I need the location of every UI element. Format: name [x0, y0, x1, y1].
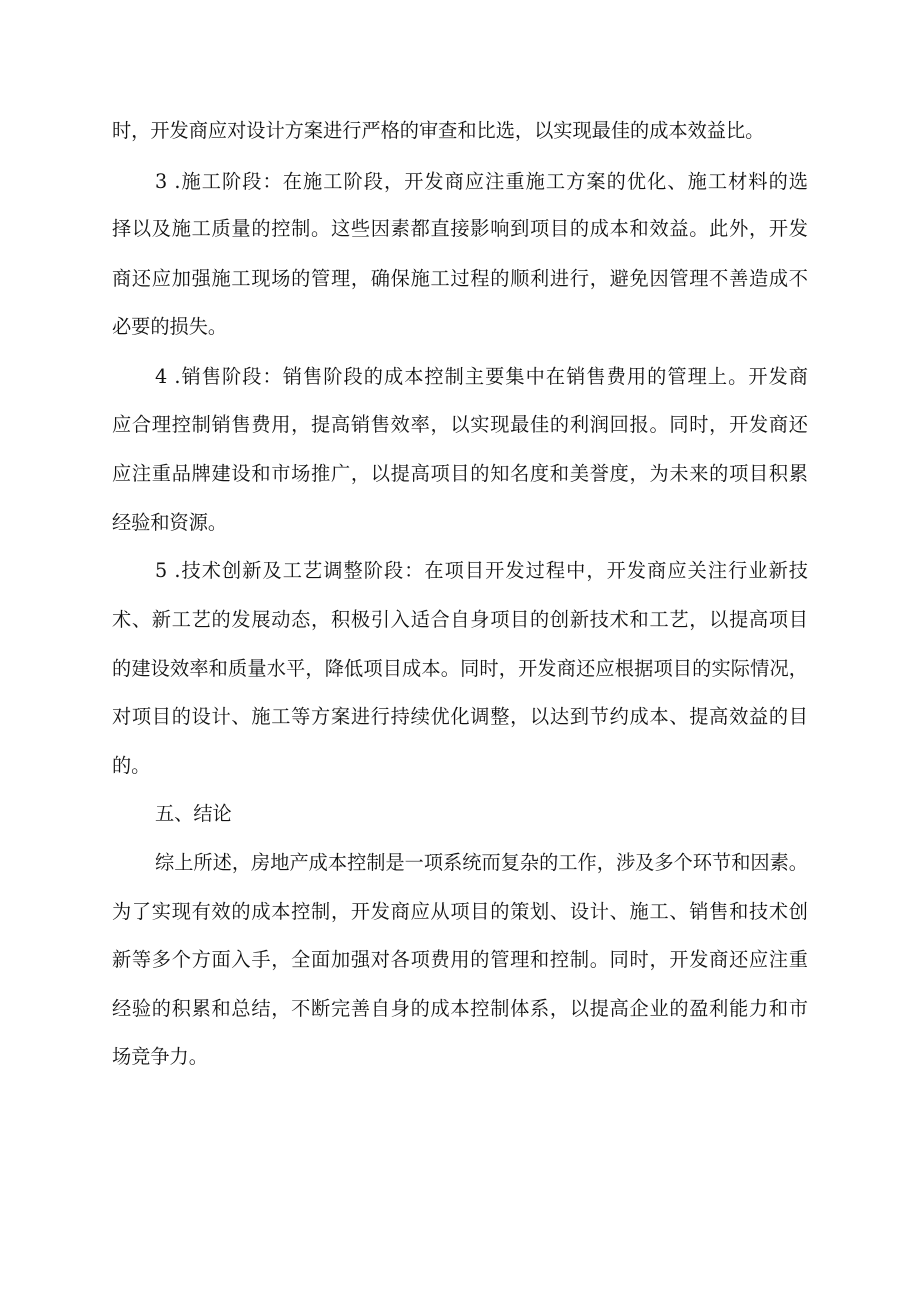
paragraph-line: 应合理控制销售费用，提高销售效率，以实现最佳的利润回报。同时，开发商还 [112, 413, 808, 436]
paragraph-line: 应注重品牌建设和市场推广，以提高项目的知名度和美誉度，为未来的项目积累 [112, 462, 808, 485]
paragraph-line: 经验和资源。 [112, 511, 228, 534]
paragraph-line: 新等多个方面入手，全面加强对各项费用的管理和控制。同时，开发商还应注重 [112, 948, 808, 971]
paragraph-line: 4 .销售阶段：销售阶段的成本控制主要集中在销售费用的管理上。开发商 [155, 365, 808, 388]
paragraph-line: 必要的损失。 [112, 315, 228, 338]
paragraph-line: 时，开发商应对设计方案进行严格的审查和比选，以实现最佳的成本效益比。 [112, 119, 765, 142]
paragraph-line: 对项目的设计、施工等方案进行持续优化调整，以达到节约成本、提高效益的目 [112, 705, 808, 728]
paragraph-line: 为了实现有效的成本控制，开发商应从项目的策划、设计、施工、销售和技术创 [112, 900, 808, 923]
paragraph-line: 综上所述，房地产成本控制是一项系统而复杂的工作，涉及多个环节和因素。 [155, 851, 808, 874]
paragraph-line: 5 .技术创新及工艺调整阶段：在项目开发过程中，开发商应关注行业新技 [155, 559, 808, 582]
paragraph-line: 的。 [112, 754, 151, 777]
section-heading: 五、结论 [155, 802, 232, 825]
paragraph-line: 3 .施工阶段：在施工阶段，开发商应注重施工方案的优化、施工材料的选 [155, 170, 808, 193]
paragraph-line: 场竞争力。 [112, 1045, 208, 1068]
paragraph-line: 经验的积累和总结，不断完善自身的成本控制体系，以提高企业的盈利能力和市 [112, 997, 808, 1020]
paragraph-line: 术、新工艺的发展动态，积极引入适合自身项目的创新技术和工艺，以提高项目 [112, 608, 808, 631]
paragraph-line: 择以及施工质量的控制。这些因素都直接影响到项目的成本和效益。此外，开发 [112, 217, 808, 240]
paragraph-line: 商还应加强施工现场的管理，确保施工过程的顺利进行，避免因管理不善造成不 [112, 267, 808, 290]
paragraph-line: 的建设效率和质量水平，降低项目成本。同时，开发商还应根据项目的实际情况， [112, 657, 808, 680]
